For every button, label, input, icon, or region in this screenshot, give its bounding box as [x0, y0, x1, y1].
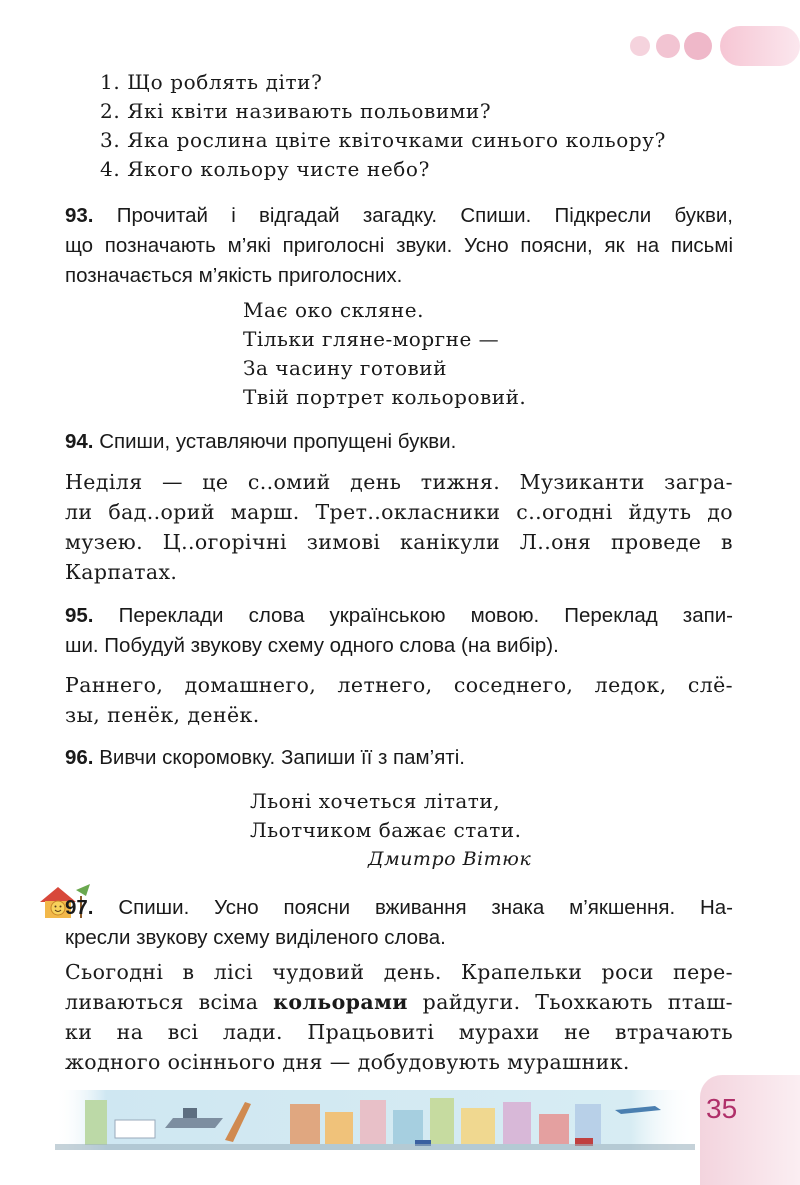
task-96-instruction: 96. Вивчи скоромовку. Запиши її з пам’яті.	[65, 746, 465, 769]
task-94-number: 94.	[65, 430, 94, 453]
task-97-text: Сьогодні в лісі чудовий день. Крапельки роси пере- ливаються всіма кольорами райдуги. Тьохкають пташ- ки на всі лади. Працьовиті мурахи не втрачають жодного осіннього дня — добудовують мурашник.	[65, 960, 733, 1074]
poem-line: За часину готовий	[243, 356, 447, 380]
highlighted-word: кольорами	[273, 990, 408, 1014]
tongue-twister	[250, 787, 521, 845]
question-3: 3. Яка рослина цвіте квіточками синього кольору?	[100, 128, 666, 152]
page-number: 35	[706, 1093, 738, 1124]
poem-author: Дмитро Вітюк	[368, 848, 532, 870]
question-2: 2. Які квіти називають польовими?	[100, 99, 492, 123]
riddle-poem	[243, 296, 526, 412]
poem-line: Льоні хочеться літати,	[250, 789, 501, 813]
task-94-text: Неділя — це с..омий день тижня. Музиканти загра- ли бад..орий марш. Трет..окласники с..огодні йдуть до музею. Ц..огорічні зимові канікули Л..оня проведе в Карпатах.	[65, 470, 733, 584]
task-97-number: 97.	[65, 896, 94, 919]
task-93-number: 93.	[65, 204, 94, 227]
question-1: 1. Що роблять діти?	[100, 70, 323, 94]
task-94-instruction: 94. Спиши, уставляючи пропущені букви.	[65, 430, 457, 453]
task-96-number: 96.	[65, 746, 94, 769]
task-95-number: 95.	[65, 604, 94, 627]
poem-line: Має око скляне.	[243, 298, 424, 322]
corner-decoration	[600, 24, 800, 68]
footer-cityscape-illustration	[55, 1090, 695, 1150]
question-4: 4. Якого кольору чисте небо?	[100, 157, 430, 181]
task-93-instruction: 93. Прочитай і відгадай загадку. Спиши. Підкресли букви, що позначають м’які приголосні звуки. Усно поясни, як на письмі позначається м’якість приголосних.	[65, 204, 733, 287]
page-number-tab	[700, 1075, 800, 1185]
questions-list	[100, 68, 666, 184]
poem-line: Льотчиком бажає стати.	[250, 818, 522, 842]
task-97-instruction: 97. Спиши. Усно поясни вживання знака м’якшення. На- кресли звукову схему виділеного слова.	[65, 896, 733, 949]
poem-line: Тільки гляне-моргне —	[243, 327, 500, 351]
task-95-instruction: 95. Переклади слова українською мовою. Переклад запи- ши. Побудуй звукову схему одного слова (на вибір).	[65, 604, 733, 657]
task-95-words: Раннего, домашнего, летнего, соседнего, ледок, слё- зы, пенёк, денёк.	[65, 673, 733, 727]
poem-line: Твій портрет кольоровий.	[243, 385, 527, 409]
